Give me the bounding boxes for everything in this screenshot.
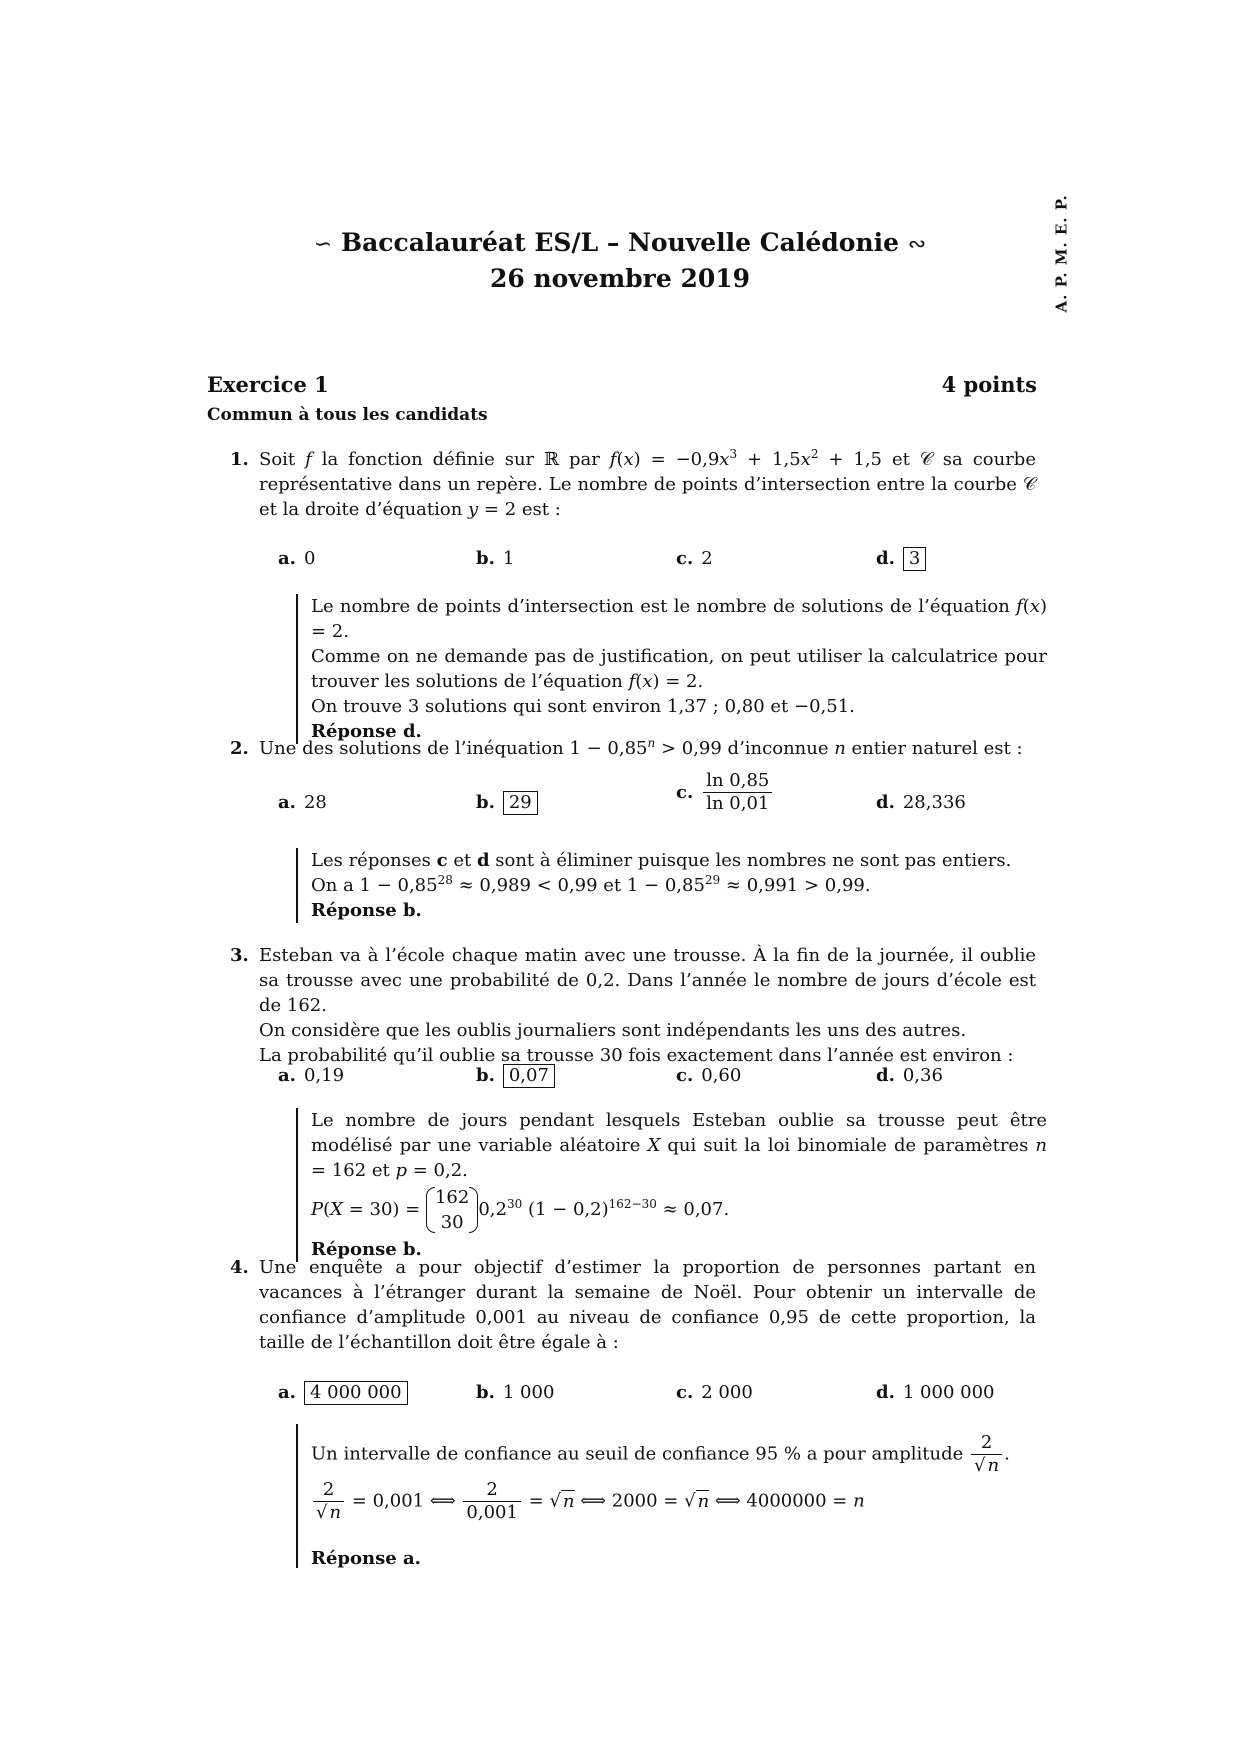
choice-b: b. 1 000 [476, 1382, 555, 1403]
question-number: 2. [230, 738, 249, 759]
question-text: Esteban va à l’école chaque matin avec une trousse. À la fin de la journée, il oublie sa trousse avec une probabilité de 0,2. Dans l’année le nombre de jours d’école est de 162. On considère que les oublis journaliers sont indépendants les uns des autres. La probabilité qu’il oublie sa trousse 30 fois exactement dans l’année est environ : [259, 945, 1036, 1066]
choice-b: b. 0,07 [476, 1063, 555, 1088]
document-title [200, 226, 1040, 296]
question-4 [230, 1255, 1036, 1355]
choice-d: d. 0,36 [876, 1065, 943, 1086]
choice-d: d. 28,336 [876, 792, 966, 813]
exercise-points: 4 points [941, 372, 1037, 397]
exercise-subtitle: Commun à tous les candidats [207, 405, 488, 425]
question-number: 1. [230, 449, 249, 470]
solution-2: Les réponses c et d sont à éliminer puisque les nombres ne sont pas entiers. On a $1 - 0,85^{28} \approx 0,989 < 0,99$ et $1 - 0,85^{29} \approx 0,991 > 0,99$. Réponse b. [296, 848, 1047, 923]
title-date: 26 novembre 2019 [489, 264, 751, 293]
solution-3: Le nombre de jours pendant lesquels Esteban oublie sa trousse peut être modélisé par une variable aléatoire X qui suit la loi binomiale de paramètres n = 162 et p = 0,2. P(X = 30) = 162 30 $0,2^{30}$ $(1 - 0,2)^{162-30} \approx 0,07$. Réponse b. [296, 1108, 1047, 1262]
choice-d: d. 3 [876, 546, 926, 571]
question-2-choices [278, 770, 1038, 820]
question-text: Une enquête a pour objectif d’estimer la proportion de personnes partant en vacances à l’étranger durant la semaine de Noël. Pour obtenir un intervalle de confiance d’amplitude 0,001 au niveau de confiance 0,95 de cette proportion, la taille de l’échantillon doit être égale à : [259, 1257, 1036, 1353]
answer: Réponse a. [311, 1548, 421, 1569]
answer: Réponse b. [311, 1239, 422, 1260]
choice-c: c. 2 [676, 548, 713, 569]
question-text: Une des solutions de l’inéquation $1 - 0,85^n > 0,99$ d’inconnue n entier naturel est : [259, 736, 1023, 759]
question-3 [230, 943, 1036, 1068]
ornament-left-icon: ∽ [313, 232, 333, 257]
answer: Réponse b. [311, 900, 422, 921]
question-1 [230, 447, 1036, 522]
choice-b: b. 1 [476, 548, 515, 569]
question-number: 3. [230, 945, 249, 966]
ornament-right-icon: ∾ [907, 232, 927, 257]
question-4-choices [278, 1380, 1038, 1410]
exercise-name: Exercice 1 [207, 372, 329, 397]
choice-b: b. 29 [476, 790, 538, 815]
solution-4: Un intervalle de confiance au seuil de confiance 95 % a pour amplitude $\frac{2}{√ n}$ . $\frac{2}{√ n}$ = 0,001 ⟺ $\frac{2}{0,001}$ = √ n ⟺ 2000 = √ n ⟺ 4000000 = n Réponse a. [296, 1424, 1047, 1568]
question-1-choices [278, 546, 1038, 576]
title-line1: Baccalauréat ES/L – Nouvelle Calédonie [340, 228, 900, 257]
question-2 [230, 736, 1036, 761]
solution-1: Le nombre de points d’intersection est le nombre de solutions de l’équation f(x) = 2. Comme on ne demande pas de justification, on peut utiliser la calculatrice pour trouver les solutions de l’équation f(x) = 2. On trouve 3 solutions qui sont environ 1,37 ; 0,80 et −0,51. Réponse d. [296, 594, 1047, 744]
choice-d: d. 1 000 000 [876, 1382, 995, 1403]
question-text: Soit f la fonction définie sur ℝ par $f(x) = -0,9x^3 + 1,5x^2 + 1,5$ et 𝒞 sa courbe représentative dans un repère. Le nombre de points d’intersection entre la courbe 𝒞 et la droite d’équation y = 2 est : [259, 447, 1036, 520]
question-number: 4. [230, 1257, 249, 1278]
choice-c: c. $\frac{\ln 0,85}{\ln 0,01}$ [676, 770, 774, 815]
choice-c: c. 2 000 [676, 1382, 753, 1403]
answer: Réponse d. [311, 721, 422, 742]
choice-a: a. 0 [278, 548, 316, 569]
choice-a: a. 4 000 000 [278, 1380, 408, 1405]
side-label: A. P. M. E. P. [1052, 194, 1071, 313]
exercise-header [207, 372, 1037, 428]
choice-a: a. 0,19 [278, 1065, 345, 1086]
choice-c: c. 0,60 [676, 1065, 742, 1086]
question-3-choices [278, 1063, 1038, 1093]
choice-a: a. 28 [278, 792, 327, 813]
